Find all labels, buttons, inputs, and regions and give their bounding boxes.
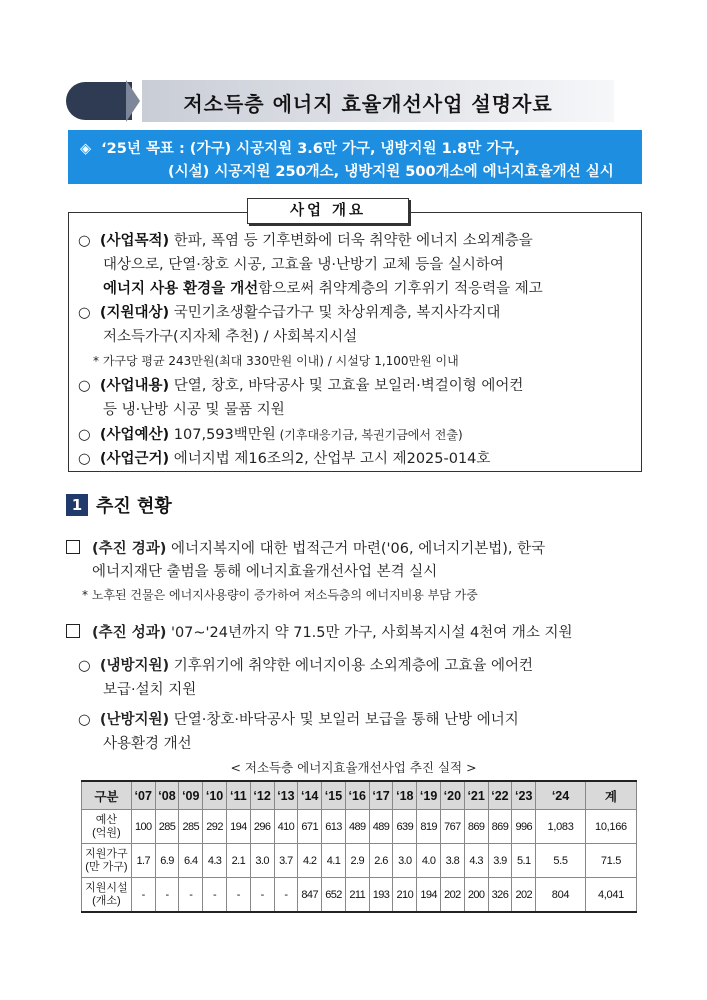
table-cell: 71.5 — [585, 844, 636, 878]
table-cell: 410 — [274, 810, 298, 844]
table-cell: 4.1 — [322, 844, 346, 878]
table-cell: 489 — [345, 810, 369, 844]
table-cell: 285 — [179, 810, 203, 844]
table-cell: 194 — [417, 878, 441, 913]
table-cell: 100 — [131, 810, 155, 844]
page-title: 저소득층 에너지 효율개선사업 설명자료 — [183, 92, 553, 116]
table-cell: 292 — [203, 810, 227, 844]
table-cell: 5.5 — [536, 844, 586, 878]
table-cell: 767 — [440, 810, 464, 844]
history-line-1: (추진 경과) 에너지복지에 대한 법적근거 마련('06, 에너지기본법), 한국 — [66, 537, 545, 558]
table-cell: 869 — [464, 810, 488, 844]
table-cell: 5.1 — [512, 844, 536, 878]
row-label: 지원가구 (만 가구) — [82, 844, 132, 878]
table-cell: 3.7 — [274, 844, 298, 878]
table-cell: 326 — [488, 878, 512, 913]
table-cell: 2.1 — [226, 844, 250, 878]
table-cell: - — [155, 878, 179, 913]
table-caption: < 저소득층 에너지효율개선사업 추진 실적 > — [230, 760, 477, 775]
table-cell: 2.9 — [345, 844, 369, 878]
history-line-2: 에너지재단 출범을 통해 에너지효율개선사업 본격 실시 — [92, 564, 438, 580]
banner-tab — [66, 82, 132, 120]
table-cell: - — [131, 878, 155, 913]
table-cell: 6.4 — [179, 844, 203, 878]
table-cell: 4.3 — [464, 844, 488, 878]
table-cell: 4.2 — [298, 844, 322, 878]
table-header-cell: ‘23 — [512, 781, 536, 810]
table-cell: 4,041 — [585, 878, 636, 913]
table-cell: 3.0 — [393, 844, 417, 878]
table-cell: 202 — [512, 878, 536, 913]
table-cell: 639 — [393, 810, 417, 844]
table-header-cell: 구분 — [82, 781, 132, 810]
result-line: (추진 성과) '07~'24년까지 약 71.5만 가구, 사회복지시설 4천여 개소 지원 — [66, 621, 573, 642]
table-cell: 285 — [155, 810, 179, 844]
table-cell: 996 — [512, 810, 536, 844]
table-cell: 3.9 — [488, 844, 512, 878]
table-cell: 200 — [464, 878, 488, 913]
heat-line-1: ○ (난방지원) 단열·창호·바닥공사 및 보일러 보급을 통해 난방 에너지 — [78, 712, 519, 728]
target-line-2: 저소득가구(지자체 추천) / 사회복지시설 — [103, 329, 358, 345]
table-cell: 211 — [345, 878, 369, 913]
performance-table — [81, 780, 637, 913]
table-cell: - — [274, 878, 298, 913]
title-banner — [66, 80, 614, 124]
history-note: * 노후된 건물은 에너지사용량이 증가하여 저소득층의 에너지비용 부담 가중 — [82, 588, 478, 602]
cool-line-1: ○ (냉방지원) 기후위기에 취약한 에너지이용 소외계층에 고효율 에어컨 — [78, 658, 533, 674]
row-label: 지원시설 (개소) — [82, 878, 132, 913]
section-number: 1 — [66, 494, 88, 516]
table-header-cell: ‘18 — [393, 781, 417, 810]
table-cell: 4.3 — [203, 844, 227, 878]
purpose-line-2: 대상으로, 단열·창호 시공, 고효율 냉·난방기 교체 등을 실시하여 — [103, 257, 504, 273]
table-cell: 819 — [417, 810, 441, 844]
table-header-cell: ‘13 — [274, 781, 298, 810]
banner-arrow-icon — [126, 80, 140, 122]
purpose-line-3: 에너지 사용 환경을 개선함으로써 취약계층의 기후위기 적응력을 제고 — [103, 281, 543, 297]
table-row — [82, 844, 637, 878]
heat-line-2: 사용환경 개선 — [103, 736, 192, 752]
table-header-cell: ‘09 — [179, 781, 203, 810]
table-cell: 194 — [226, 810, 250, 844]
table-cell: 4.0 — [417, 844, 441, 878]
table-header-cell: ‘16 — [345, 781, 369, 810]
table-cell: 652 — [322, 878, 346, 913]
table-header-cell: 계 — [585, 781, 636, 810]
table-cell: 869 — [488, 810, 512, 844]
table-cell: 3.0 — [250, 844, 274, 878]
table-cell: 613 — [322, 810, 346, 844]
table-header-cell: ‘10 — [203, 781, 227, 810]
section-title: 추진 현황 — [96, 496, 172, 517]
table-header-cell: ‘08 — [155, 781, 179, 810]
table-header-cell: ‘19 — [417, 781, 441, 810]
table-row — [82, 878, 637, 913]
overview-title: 사업 개요 — [247, 198, 409, 224]
table-header-cell: ‘14 — [298, 781, 322, 810]
goal-box — [68, 130, 642, 184]
checkbox-square-icon — [66, 624, 80, 638]
table-cell: 671 — [298, 810, 322, 844]
content-line-1: ○ (사업내용) 단열, 창호, 바닥공사 및 고효율 보일러·벽걸이형 에어컨 — [78, 378, 524, 394]
table-row — [82, 810, 637, 844]
table-header-cell: ‘07 — [131, 781, 155, 810]
table-header-cell: ‘22 — [488, 781, 512, 810]
table-cell: 193 — [369, 878, 393, 913]
table-cell: - — [203, 878, 227, 913]
table-header-cell: ‘15 — [322, 781, 346, 810]
table-cell: 3.8 — [440, 844, 464, 878]
table-cell: 6.9 — [155, 844, 179, 878]
table-cell: 210 — [393, 878, 417, 913]
table-cell: - — [226, 878, 250, 913]
budget-line: ○ (사업예산) 107,593백만원 (기후대응기금, 복권기금에서 전출) — [78, 427, 463, 443]
table-cell: 2.6 — [369, 844, 393, 878]
table-cell: - — [179, 878, 203, 913]
table-cell: 10,166 — [585, 810, 636, 844]
goal-line-2: (시설) 시공지원 250개소, 냉방지원 500개소에 에너지효율개선 실시 — [168, 164, 614, 180]
row-label: 예산 (억원) — [82, 810, 132, 844]
table-cell: 202 — [440, 878, 464, 913]
table-header-cell: ‘20 — [440, 781, 464, 810]
checkbox-square-icon — [66, 540, 80, 554]
table-header-cell: ‘12 — [250, 781, 274, 810]
table-cell: 804 — [536, 878, 586, 913]
table-cell: - — [250, 878, 274, 913]
table-header-cell: ‘24 — [536, 781, 586, 810]
table-cell: 847 — [298, 878, 322, 913]
content-line-2: 등 냉·난방 시공 및 물품 지원 — [103, 402, 285, 418]
table-cell: 1.7 — [131, 844, 155, 878]
table-header-cell: ‘17 — [369, 781, 393, 810]
table-header-row — [82, 781, 637, 810]
diamond-icon: ◈ — [80, 141, 92, 157]
purpose-line-1: ○ (사업목적) 한파, 폭염 등 기후변화에 더욱 취약한 에너지 소외계층을 — [78, 233, 533, 249]
table-header-cell: ‘11 — [226, 781, 250, 810]
target-note: * 가구당 평균 243만원(최대 330만원 이내) / 시설당 1,100만원 이내 — [93, 354, 459, 368]
table-cell: 489 — [369, 810, 393, 844]
goal-line-1: ‘25년 목표 : (가구) 시공지원 3.6만 가구, 냉방지원 1.8만 가구, — [101, 141, 520, 157]
table-header-cell: ‘21 — [464, 781, 488, 810]
table-cell: 296 — [250, 810, 274, 844]
basis-line: ○ (사업근거) 에너지법 제16조의2, 산업부 고시 제2025-014호 — [78, 451, 491, 467]
cool-line-2: 보급·설치 지원 — [103, 682, 197, 698]
target-line-1: ○ (지원대상) 국민기초생활수급가구 및 차상위계층, 복지사각지대 — [78, 305, 501, 321]
table-cell: 1,083 — [536, 810, 586, 844]
